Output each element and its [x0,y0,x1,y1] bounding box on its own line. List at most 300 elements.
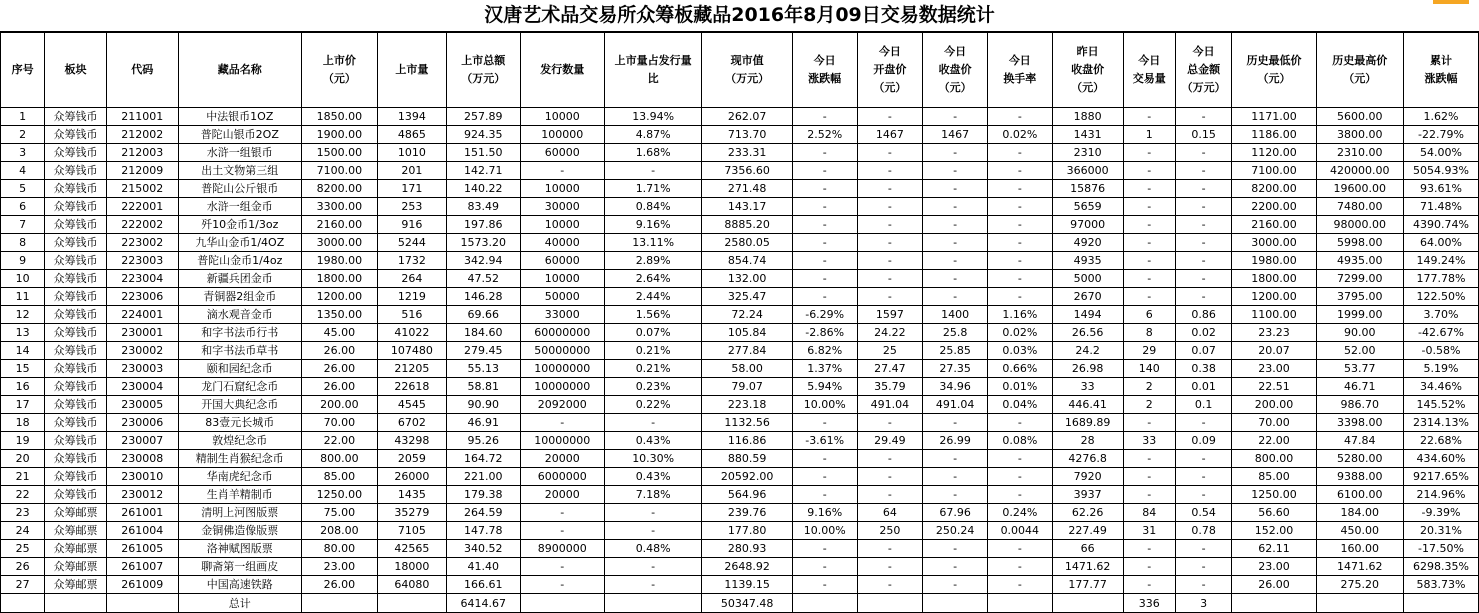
table-cell[interactable]: 23.00 [1232,558,1316,576]
table-cell[interactable]: 众筹邮票 [45,576,107,594]
table-cell[interactable]: - [1123,144,1175,162]
table-row[interactable] [1,558,1479,576]
table-cell[interactable]: - [987,270,1052,288]
table-cell[interactable]: - [857,216,923,234]
table-cell[interactable]: 1171.00 [1232,108,1316,126]
table-cell[interactable]: - [987,252,1052,270]
empty-cell[interactable] [1,594,45,613]
table-cell[interactable]: 171 [377,180,446,198]
table-cell[interactable]: 5244 [377,234,446,252]
table-cell[interactable]: 中国高速铁路 [178,576,301,594]
table-cell[interactable]: 434.60% [1403,450,1478,468]
table-cell[interactable]: 223.18 [702,396,792,414]
table-cell[interactable]: 7480.00 [1316,198,1403,216]
table-cell[interactable]: 2314.13% [1403,414,1478,432]
table-cell[interactable]: 2.89% [604,252,702,270]
table-cell[interactable]: 1100.00 [1232,306,1316,324]
table-cell[interactable]: 0.02% [987,126,1052,144]
table-cell[interactable]: 水浒一组银币 [178,144,301,162]
table-cell[interactable]: 17 [1,396,45,414]
table-cell[interactable]: - [1123,414,1175,432]
table-cell[interactable]: 21 [1,468,45,486]
table-cell[interactable]: 7356.60 [702,162,792,180]
table-cell[interactable]: 10000000 [520,432,604,450]
table-cell[interactable]: 水浒一组金币 [178,198,301,216]
table-cell[interactable]: 47.84 [1316,432,1403,450]
table-cell[interactable]: 10000 [520,108,604,126]
table-cell[interactable]: 22.68% [1403,432,1478,450]
table-cell[interactable]: 1880 [1052,108,1123,126]
table-cell[interactable]: - [604,522,702,540]
table-cell[interactable]: 880.59 [702,450,792,468]
table-cell[interactable]: 22618 [377,378,446,396]
table-cell[interactable]: - [1175,180,1231,198]
table-cell[interactable]: - [1175,234,1231,252]
table-cell[interactable]: 42565 [377,540,446,558]
table-cell[interactable]: 3 [1,144,45,162]
table-cell[interactable]: 3300.00 [301,198,377,216]
table-cell[interactable]: 3000.00 [1232,234,1316,252]
table-cell[interactable]: 10000000 [520,360,604,378]
table-cell[interactable]: 1732 [377,252,446,270]
table-cell[interactable]: 7299.00 [1316,270,1403,288]
table-cell[interactable]: 223004 [106,270,178,288]
table-cell[interactable]: 众筹钱币 [45,270,107,288]
table-cell[interactable]: 22 [1,486,45,504]
table-cell[interactable]: 龙门石窟纪念币 [178,378,301,396]
table-cell[interactable]: 230001 [106,324,178,342]
table-cell[interactable]: 1132.56 [702,414,792,432]
table-cell[interactable]: 0.22% [604,396,702,414]
table-cell[interactable]: 250.24 [923,522,988,540]
table-cell[interactable]: 众筹钱币 [45,414,107,432]
table-cell[interactable]: 2 [1123,378,1175,396]
table-cell[interactable]: 众筹钱币 [45,162,107,180]
table-cell[interactable]: 众筹钱币 [45,198,107,216]
table-cell[interactable]: 24 [1,522,45,540]
table-cell[interactable]: 众筹钱币 [45,108,107,126]
table-cell[interactable]: - [1175,252,1231,270]
table-cell[interactable]: 1467 [923,126,988,144]
table-cell[interactable]: - [923,108,988,126]
table-cell[interactable]: 1980.00 [301,252,377,270]
table-cell[interactable]: - [987,468,1052,486]
table-cell[interactable]: - [987,288,1052,306]
table-cell[interactable]: - [792,108,857,126]
table-cell[interactable]: 8885.20 [702,216,792,234]
table-cell[interactable]: - [987,414,1052,432]
table-cell[interactable]: - [792,288,857,306]
table-cell[interactable]: 1467 [857,126,923,144]
table-cell[interactable]: 0.07% [604,324,702,342]
table-cell[interactable]: - [1123,486,1175,504]
table-cell[interactable]: 1689.89 [1052,414,1123,432]
empty-cell[interactable] [857,594,923,613]
table-cell[interactable]: - [520,558,604,576]
column-header[interactable] [1175,33,1231,108]
column-header[interactable] [301,33,377,108]
table-cell[interactable]: 8200.00 [1232,180,1316,198]
table-cell[interactable]: 152.00 [1232,522,1316,540]
table-cell[interactable]: 5000 [1052,270,1123,288]
table-cell[interactable]: - [857,288,923,306]
table-row[interactable] [1,108,1479,126]
table-cell[interactable]: - [1123,180,1175,198]
column-header[interactable] [923,33,988,108]
total-cell[interactable]: 3 [1175,594,1231,613]
table-cell[interactable]: 1.62% [1403,108,1478,126]
table-cell[interactable]: 20.31% [1403,522,1478,540]
table-cell[interactable]: 1573.20 [446,234,520,252]
table-cell[interactable]: 13 [1,324,45,342]
table-cell[interactable]: 53.77 [1316,360,1403,378]
table-cell[interactable]: 7105 [377,522,446,540]
table-cell[interactable]: 金铜佛造像版票 [178,522,301,540]
table-cell[interactable]: - [1175,468,1231,486]
table-cell[interactable]: 3.70% [1403,306,1478,324]
table-cell[interactable]: - [1175,288,1231,306]
table-cell[interactable]: 239.76 [702,504,792,522]
table-cell[interactable]: - [923,468,988,486]
table-cell[interactable]: 6702 [377,414,446,432]
table-row[interactable] [1,414,1479,432]
column-header[interactable] [1403,33,1478,108]
table-cell[interactable]: 0.03% [987,342,1052,360]
table-cell[interactable]: 1431 [1052,126,1123,144]
table-cell[interactable]: 261007 [106,558,178,576]
table-cell[interactable]: - [987,180,1052,198]
table-cell[interactable]: 342.94 [446,252,520,270]
table-cell[interactable]: - [520,522,604,540]
table-cell[interactable]: 普陀山公斤银币 [178,180,301,198]
table-cell[interactable]: 0.02 [1175,324,1231,342]
table-cell[interactable]: 众筹钱币 [45,342,107,360]
table-cell[interactable]: 九华山金币1/4OZ [178,234,301,252]
empty-cell[interactable] [1232,594,1316,613]
table-cell[interactable]: 20.07 [1232,342,1316,360]
table-cell[interactable]: 33 [1052,378,1123,396]
table-cell[interactable]: 10000000 [520,378,604,396]
table-cell[interactable]: 24.2 [1052,342,1123,360]
table-cell[interactable]: 46.91 [446,414,520,432]
table-cell[interactable]: - [857,234,923,252]
table-cell[interactable]: 201 [377,162,446,180]
table-cell[interactable]: 924.35 [446,126,520,144]
table-cell[interactable]: 1800.00 [301,270,377,288]
table-cell[interactable]: 98000.00 [1316,216,1403,234]
table-cell[interactable]: 43298 [377,432,446,450]
table-cell[interactable]: 7.18% [604,486,702,504]
table-cell[interactable]: 众筹钱币 [45,468,107,486]
table-cell[interactable]: - [857,540,923,558]
table-cell[interactable]: - [792,576,857,594]
table-cell[interactable]: 1.71% [604,180,702,198]
table-cell[interactable]: 众筹钱币 [45,396,107,414]
table-cell[interactable]: 60000 [520,144,604,162]
table-cell[interactable]: 1.16% [987,306,1052,324]
table-cell[interactable]: - [987,234,1052,252]
table-cell[interactable]: 564.96 [702,486,792,504]
column-header[interactable] [604,33,702,108]
table-cell[interactable]: 0.21% [604,360,702,378]
table-cell[interactable]: 264 [377,270,446,288]
table-cell[interactable]: 420000.00 [1316,162,1403,180]
column-header[interactable] [45,33,107,108]
table-cell[interactable]: 93.61% [1403,180,1478,198]
table-cell[interactable]: 10.00% [792,522,857,540]
table-cell[interactable]: - [857,162,923,180]
empty-cell[interactable] [792,594,857,613]
table-cell[interactable]: - [923,198,988,216]
table-cell[interactable]: -0.58% [1403,342,1478,360]
table-cell[interactable]: - [792,162,857,180]
table-cell[interactable]: 众筹钱币 [45,288,107,306]
table-cell[interactable]: 275.20 [1316,576,1403,594]
table-cell[interactable]: 青铜器2组金币 [178,288,301,306]
table-cell[interactable]: 0.43% [604,468,702,486]
table-cell[interactable]: 普陀山银币2OZ [178,126,301,144]
table-cell[interactable]: 253 [377,198,446,216]
table-cell[interactable]: 21205 [377,360,446,378]
table-cell[interactable]: 33000 [520,306,604,324]
table-cell[interactable]: 9.16% [792,504,857,522]
table-cell[interactable]: 26.00 [301,360,377,378]
table-cell[interactable]: 25.8 [923,324,988,342]
column-header[interactable] [1123,33,1175,108]
empty-cell[interactable] [106,594,178,613]
column-header[interactable] [1316,33,1403,108]
table-cell[interactable]: 19 [1,432,45,450]
table-cell[interactable]: 10000 [520,180,604,198]
table-cell[interactable]: - [923,234,988,252]
table-cell[interactable]: - [792,252,857,270]
table-cell[interactable]: - [987,108,1052,126]
table-cell[interactable]: 50000 [520,288,604,306]
table-cell[interactable]: 56.60 [1232,504,1316,522]
table-cell[interactable]: - [987,216,1052,234]
table-cell[interactable]: 开国大典纪念币 [178,396,301,414]
table-cell[interactable]: 1 [1123,126,1175,144]
table-cell[interactable]: 0.84% [604,198,702,216]
table-cell[interactable]: - [923,162,988,180]
table-cell[interactable]: 4935.00 [1316,252,1403,270]
table-cell[interactable]: - [792,450,857,468]
table-cell[interactable]: 58.00 [702,360,792,378]
empty-cell[interactable] [1316,594,1403,613]
table-cell[interactable]: 2.64% [604,270,702,288]
table-cell[interactable]: - [792,486,857,504]
table-cell[interactable]: 67.96 [923,504,988,522]
table-cell[interactable]: 23.00 [1232,360,1316,378]
column-header[interactable] [1052,33,1123,108]
table-cell[interactable]: 177.78% [1403,270,1478,288]
table-cell[interactable]: 众筹钱币 [45,126,107,144]
table-cell[interactable]: 10 [1,270,45,288]
table-cell[interactable]: 122.50% [1403,288,1478,306]
table-cell[interactable]: 1471.62 [1052,558,1123,576]
table-cell[interactable]: 1186.00 [1232,126,1316,144]
table-cell[interactable]: - [1123,216,1175,234]
table-cell[interactable]: - [1123,576,1175,594]
table-cell[interactable]: 4545 [377,396,446,414]
table-cell[interactable]: 215002 [106,180,178,198]
table-cell[interactable]: 0.04% [987,396,1052,414]
table-cell[interactable]: 1120.00 [1232,144,1316,162]
table-cell[interactable]: 177.80 [702,522,792,540]
table-cell[interactable]: 1.37% [792,360,857,378]
table-cell[interactable]: 62.11 [1232,540,1316,558]
table-cell[interactable]: 1010 [377,144,446,162]
table-cell[interactable]: 52.00 [1316,342,1403,360]
table-cell[interactable]: 1.56% [604,306,702,324]
table-cell[interactable]: - [857,486,923,504]
table-cell[interactable]: 75.00 [301,504,377,522]
table-cell[interactable]: 58.81 [446,378,520,396]
table-cell[interactable]: 1900.00 [301,126,377,144]
table-cell[interactable]: -6.29% [792,306,857,324]
column-header[interactable] [792,33,857,108]
table-cell[interactable]: 280.93 [702,540,792,558]
table-row[interactable] [1,126,1479,144]
table-row[interactable] [1,432,1479,450]
table-cell[interactable]: 222001 [106,198,178,216]
table-cell[interactable]: 27 [1,576,45,594]
table-cell[interactable]: 97000 [1052,216,1123,234]
table-cell[interactable]: 聊斋第一组画皮 [178,558,301,576]
table-row[interactable] [1,576,1479,594]
table-cell[interactable]: 20000 [520,486,604,504]
table-cell[interactable]: 0.09 [1175,432,1231,450]
table-cell[interactable]: 4 [1,162,45,180]
table-cell[interactable]: 34.46% [1403,378,1478,396]
table-cell[interactable]: 85.00 [1232,468,1316,486]
table-cell[interactable]: -2.86% [792,324,857,342]
table-cell[interactable]: 滴水观音金币 [178,306,301,324]
table-cell[interactable]: 众筹钱币 [45,360,107,378]
table-cell[interactable]: 47.52 [446,270,520,288]
table-cell[interactable]: 1999.00 [1316,306,1403,324]
table-cell[interactable]: 90.90 [446,396,520,414]
table-cell[interactable]: 0.08% [987,432,1052,450]
table-cell[interactable]: - [923,414,988,432]
table-cell[interactable]: 9.16% [604,216,702,234]
table-cell[interactable]: - [923,288,988,306]
table-cell[interactable]: - [1175,198,1231,216]
table-row[interactable] [1,360,1479,378]
table-cell[interactable]: 1597 [857,306,923,324]
table-cell[interactable]: 1200.00 [301,288,377,306]
table-cell[interactable]: 224001 [106,306,178,324]
table-cell[interactable]: 257.89 [446,108,520,126]
table-cell[interactable]: 60000 [520,252,604,270]
table-cell[interactable]: 79.07 [702,378,792,396]
table-cell[interactable]: 26.00 [1232,576,1316,594]
table-cell[interactable]: 众筹邮票 [45,522,107,540]
table-cell[interactable]: 0.43% [604,432,702,450]
table-cell[interactable]: 261009 [106,576,178,594]
table-cell[interactable]: 众筹邮票 [45,504,107,522]
table-cell[interactable]: 230003 [106,360,178,378]
table-cell[interactable]: - [792,198,857,216]
table-cell[interactable]: - [923,486,988,504]
table-cell[interactable]: 27.35 [923,360,988,378]
table-cell[interactable]: 197.86 [446,216,520,234]
table-cell[interactable]: 230007 [106,432,178,450]
table-cell[interactable]: 62.26 [1052,504,1123,522]
table-row[interactable] [1,270,1479,288]
table-cell[interactable]: 0.21% [604,342,702,360]
table-cell[interactable]: 264.59 [446,504,520,522]
column-header[interactable] [106,33,178,108]
table-cell[interactable]: 0.78 [1175,522,1231,540]
table-cell[interactable]: 众筹钱币 [45,432,107,450]
table-cell[interactable]: 26.00 [301,576,377,594]
table-cell[interactable]: 8 [1123,324,1175,342]
table-cell[interactable]: 40000 [520,234,604,252]
table-cell[interactable]: 10.00% [792,396,857,414]
table-cell[interactable]: -22.79% [1403,126,1478,144]
table-cell[interactable]: 2310.00 [1316,144,1403,162]
table-cell[interactable]: - [792,558,857,576]
table-cell[interactable]: - [987,144,1052,162]
table-cell[interactable]: 8200.00 [301,180,377,198]
table-cell[interactable]: 72.24 [702,306,792,324]
table-cell[interactable]: 22.00 [1232,432,1316,450]
table-cell[interactable]: 223006 [106,288,178,306]
table-cell[interactable]: 2.44% [604,288,702,306]
table-cell[interactable]: 22.51 [1232,378,1316,396]
column-header[interactable] [520,33,604,108]
empty-cell[interactable] [604,594,702,613]
empty-cell[interactable] [923,594,988,613]
table-cell[interactable]: 众筹邮票 [45,540,107,558]
table-row[interactable] [1,216,1479,234]
table-cell[interactable]: - [1123,198,1175,216]
table-cell[interactable]: 151.50 [446,144,520,162]
table-cell[interactable]: - [987,198,1052,216]
table-cell[interactable]: - [987,576,1052,594]
column-header[interactable] [857,33,923,108]
table-cell[interactable]: 233.31 [702,144,792,162]
empty-cell[interactable] [1403,594,1478,613]
table-cell[interactable]: - [520,414,604,432]
table-cell[interactable]: 279.45 [446,342,520,360]
table-cell[interactable]: 2310 [1052,144,1123,162]
table-cell[interactable]: - [792,270,857,288]
empty-cell[interactable] [1052,594,1123,613]
table-cell[interactable]: - [520,162,604,180]
table-cell[interactable]: - [792,540,857,558]
table-cell[interactable]: 生肖羊精制币 [178,486,301,504]
table-cell[interactable]: 212009 [106,162,178,180]
table-cell[interactable]: 222002 [106,216,178,234]
table-cell[interactable]: - [792,414,857,432]
table-cell[interactable]: 223003 [106,252,178,270]
table-cell[interactable]: 100000 [520,126,604,144]
table-cell[interactable]: 26.98 [1052,360,1123,378]
table-cell[interactable]: 986.70 [1316,396,1403,414]
table-cell[interactable]: 80.00 [301,540,377,558]
table-cell[interactable]: 64 [857,504,923,522]
table-cell[interactable]: 0.0044 [987,522,1052,540]
empty-cell[interactable] [45,594,107,613]
table-cell[interactable]: - [1123,162,1175,180]
table-cell[interactable]: 5 [1,180,45,198]
table-cell[interactable]: - [857,252,923,270]
table-cell[interactable]: 1 [1,108,45,126]
table-cell[interactable]: 33 [1123,432,1175,450]
table-cell[interactable]: - [857,198,923,216]
